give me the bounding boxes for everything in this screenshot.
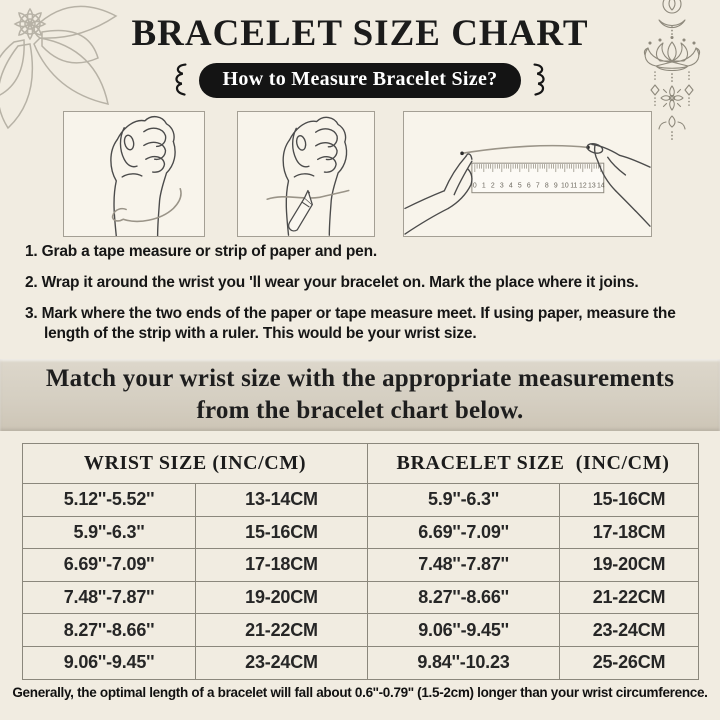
table-header-row [23,444,699,484]
ruler-number: 7 [535,182,540,190]
ruler-number: 3 [499,182,504,190]
ruler-number: 14 [596,182,605,190]
ruler-number: 9 [553,182,558,190]
page-title: BRACELET SIZE CHART [131,13,589,54]
ruler-number: 8 [544,182,549,190]
table-cell: 15-16CM [560,484,699,517]
ruler-number: 10 [560,182,569,190]
table-row [23,581,699,614]
table-cell: 9.84''-10.23 [368,646,560,679]
step1-wrap-tape-illustration [63,111,205,237]
table-cell: 7.48''-7.87'' [368,549,560,582]
ruler-number: 11 [570,182,578,190]
table-cell: 8.27''-8.66'' [368,581,560,614]
table-cell: 25-26CM [560,646,699,679]
ruler-number: 13 [587,182,596,190]
table-cell: 8.27''-8.66'' [23,614,196,647]
banner-line-1: Match your wrist size with the appropriate measurements [45,364,675,392]
subtitle-badge-row [0,60,720,100]
table-cell: 19-20CM [560,549,699,582]
match-instruction-banner [0,359,720,431]
table-cell: 13-14CM [196,484,368,517]
table-row [23,516,699,549]
table-cell: 7.48''-7.87'' [23,581,196,614]
bracelet-size-header: BRACELET SIZE (INC/CM) [368,444,699,484]
table-cell: 6.69''-7.09'' [23,549,196,582]
footnote: Generally, the optimal length of a bracelet will fall about 0.6''-0.79'' (1.5-2cm) longer than your wrist circumference. [12,685,708,700]
flourish-right-icon [530,60,550,100]
table-cell: 6.69''-7.09'' [368,516,560,549]
ruler-number: 1 [481,182,486,190]
table-row [23,549,699,582]
step3-ruler-measure-illustration [403,111,652,237]
table-cell: 9.06''-9.45'' [368,614,560,647]
step2-mark-pen-illustration [237,111,375,237]
table-cell: 17-18CM [560,516,699,549]
table-cell: 15-16CM [196,516,368,549]
table-cell: 19-20CM [196,581,368,614]
ruler-number: 4 [508,182,513,190]
table-row [23,646,699,679]
table-cell: 23-24CM [196,646,368,679]
flourish-left-icon [170,60,190,100]
instruction-step: 3. Mark where the two ends of the paper or tape measure meet. If using paper, measure the length of the strip with a ruler. This would be your wrist size. [25,304,676,342]
table-cell: 21-22CM [560,581,699,614]
table-cell: 9.06''-9.45'' [23,646,196,679]
table-row [23,484,699,517]
ruler-number: 0 [472,182,477,190]
table-cell: 21-22CM [196,614,368,647]
table-cell: 5.12''-5.52'' [23,484,196,517]
bracelet-size-table [22,443,699,680]
table-cell: 5.9''-6.3'' [23,516,196,549]
ruler-number: 2 [490,182,495,190]
instruction-step: 1. Grab a tape measure or strip of paper and pen. [25,243,377,260]
ruler-number: 12 [578,182,587,190]
instruction-step: 2. Wrap it around the wrist you 'll wear your bracelet on. Mark the place where it joins. [25,273,639,291]
table-row [23,614,699,647]
ruler-number: 5 [517,182,522,190]
banner-line-2: from the bracelet chart below. [196,397,524,424]
table-cell: 17-18CM [196,549,368,582]
wrist-size-header: WRIST SIZE (INC/CM) [23,444,368,484]
instructions-list [25,242,712,355]
table-cell: 5.9''-6.3'' [368,484,560,517]
ruler-number: 6 [526,182,531,190]
table-cell: 23-24CM [560,614,699,647]
subtitle-badge: How to Measure Bracelet Size? [199,63,522,98]
